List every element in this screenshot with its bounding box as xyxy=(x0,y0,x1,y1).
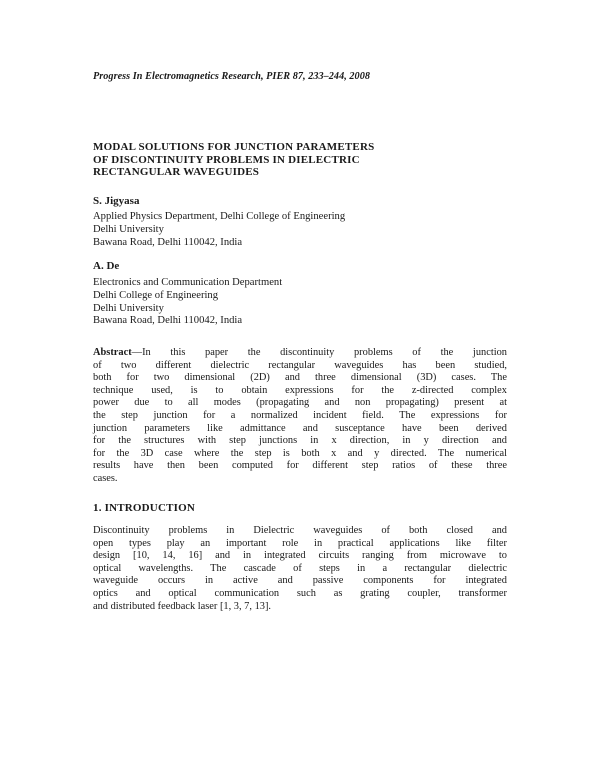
author-name: S. Jigyasa xyxy=(93,195,140,207)
affiliation-line: Delhi College of Engineering xyxy=(93,289,219,301)
abstract-line: for the structures with step junctions in x direction, in y direction and xyxy=(93,435,507,447)
abstract-line: for the 3D case where the step is both x and y directed. The numerical xyxy=(93,447,507,459)
affiliation-line: Bawana Road, Delhi 110042, India xyxy=(93,315,243,327)
affiliation-line: Bawana Road, Delhi 110042, India xyxy=(93,236,243,248)
abstract-line xyxy=(93,347,507,360)
body-line: Discontinuity problems in Dielectric waveguides of both closed and xyxy=(93,525,507,536)
affiliation-line: Applied Physics Department, Delhi College of Engineering xyxy=(93,211,346,222)
abstract-line: results have then been computed for different step ratios of these three xyxy=(93,460,507,472)
introduction-body xyxy=(93,525,507,613)
abstract-line: the step junction for a normalized incident field. The expressions for xyxy=(93,409,507,421)
abstract-line: junction parameters like admittance and susceptance have been derived xyxy=(93,422,507,434)
abstract-lead: Abstract xyxy=(93,347,132,358)
title-line: MODAL SOLUTIONS FOR JUNCTION PARAMETERS xyxy=(93,141,375,153)
paper-title xyxy=(93,141,513,179)
author-affiliation xyxy=(93,277,282,328)
abstract xyxy=(93,347,507,486)
author-affiliation xyxy=(93,211,345,249)
running-head: Progress In Electromagnetics Research, PIER 87, 233–244, 2008 xyxy=(93,71,370,82)
body-line: open types play an important role in practical applications like filter xyxy=(93,537,507,549)
abstract-line-text: —In this paper the discontinuity problems of the junction xyxy=(131,347,507,358)
title-line: OF DISCONTINUITY PROBLEMS IN DIELECTRIC xyxy=(93,153,360,166)
section-heading: 1. INTRODUCTION xyxy=(93,502,196,514)
affiliation-line: Electronics and Communication Department xyxy=(93,277,283,288)
title-line: RECTANGULAR WAVEGUIDES xyxy=(93,166,260,179)
affiliation-line: Delhi University xyxy=(93,223,164,235)
abstract-line: of two different dielectric rectangular waveguides has been studied, xyxy=(93,359,507,371)
abstract-line: power due to all modes (propagating and non propagating) present at xyxy=(93,397,507,409)
body-line: optics and optical communication such as grating coupler, transformer xyxy=(93,587,507,599)
abstract-line: both for two dimensional (2D) and three dimensional (3D) cases. The xyxy=(93,372,507,384)
body-line: and distributed feedback laser [1, 3, 7, 13]. xyxy=(93,600,272,612)
author-name: A. De xyxy=(93,260,120,272)
abstract-line: technique used, is to obtain expressions for the z-directed complex xyxy=(93,384,507,396)
abstract-line: cases. xyxy=(93,472,118,484)
body-line: waveguide occurs in active and passive components for integrated xyxy=(93,575,507,587)
body-line: design [10, 14, 16] and in integrated circuits ranging from microwave to xyxy=(93,550,507,562)
affiliation-line: Delhi University xyxy=(93,302,164,314)
body-line: optical wavelengths. The cascade of steps in a rectangular dielectric xyxy=(93,562,507,574)
